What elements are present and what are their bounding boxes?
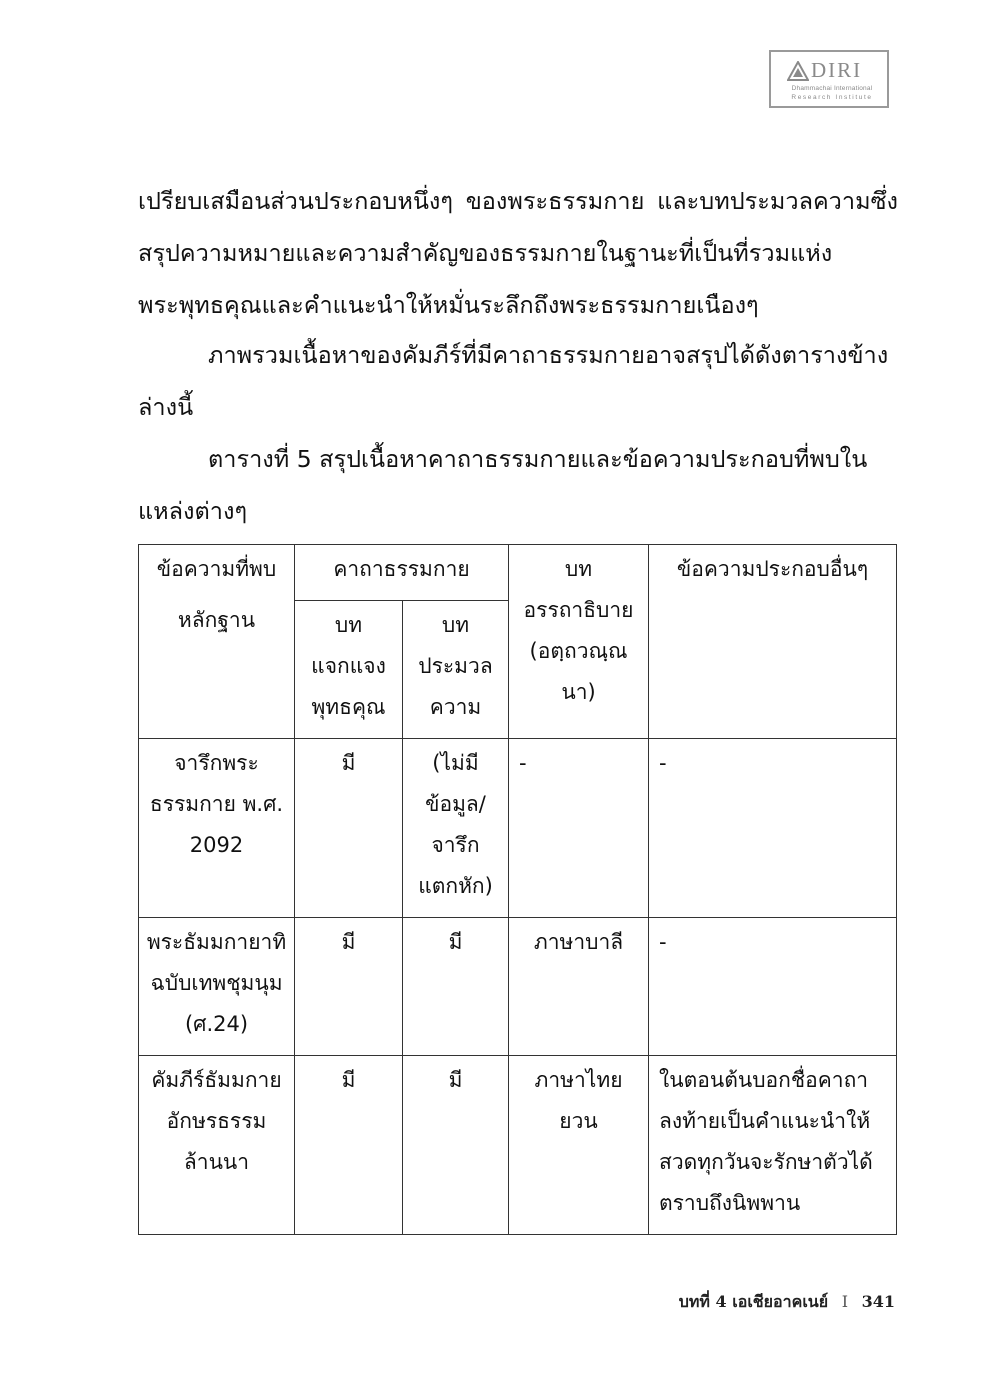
- cell-commentary: ภาษาไทย ยวน: [509, 1056, 649, 1235]
- paragraph: เปรียบเสมือนส่วนประกอบหนึ่งๆ ของพระธรรมกาย และบทประมวลความซึ่งสรุปความหมายและความสำคัญของธรรมกายในฐานะที่เป็นที่รวมแห่งพระพุทธคุณและคำแนะนำให้หมั่นระลึกถึงพระธรรมกายเนืองๆ: [138, 187, 898, 319]
- cell-buddha: มี: [295, 918, 403, 1056]
- cell-other: -: [649, 739, 897, 918]
- cell-buddha: มี: [295, 1056, 403, 1235]
- paragraph: ภาพรวมเนื้อหาของคัมภีร์ที่มีคาถาธรรมกายอาจสรุปได้ดังตารางข้างล่างนี้: [138, 341, 889, 421]
- cell-other: ในตอนต้นบอกชื่อคาถา ลงท้ายเป็นคำแนะนำให้ สวดทุกวันจะรักษาตัวได้ ตราบถึงนิพพาน: [649, 1056, 897, 1235]
- cell-summary: (ไม่มี ข้อมูล/ จารึก แตกหัก): [403, 739, 509, 918]
- diri-logo: [769, 50, 889, 108]
- header-evidence: ข้อความที่พบ หลักฐาน: [139, 545, 295, 739]
- table-row: [139, 739, 897, 918]
- header-gatha: คาถาธรรมกาย: [295, 545, 509, 601]
- chapter-title: บทที่ 4 เอเชียอาคเนย์: [678, 1292, 829, 1311]
- summary-table: [138, 544, 897, 1235]
- subheader-summary: บท ประมวล ความ: [403, 601, 509, 739]
- header-other: ข้อความประกอบอื่นๆ: [649, 545, 897, 739]
- logo-subtitle: Research Institute: [791, 94, 873, 101]
- cell-summary: มี: [403, 1056, 509, 1235]
- logo-word: DIRI: [811, 58, 863, 82]
- cell-evidence: คัมภีร์ธัมมกาย อักษรธรรม ล้านนา: [139, 1056, 295, 1235]
- header-commentary: บท อรรถาธิบาย (อตฺถวณฺณ นา): [509, 545, 649, 739]
- cell-other: -: [649, 918, 897, 1056]
- footer-separator: I: [841, 1292, 849, 1311]
- subheader-buddha: บท แจกแจง พุทธคุณ: [295, 601, 403, 739]
- cell-commentary: ภาษาบาลี: [509, 918, 649, 1056]
- table-caption: ตารางที่ 5 สรุปเนื้อหาคาถาธรรมกายและข้อความประกอบที่พบในแหล่งต่างๆ: [138, 445, 868, 525]
- cell-buddha: มี: [295, 739, 403, 918]
- logo-subtitle: Dhammachai International: [791, 85, 873, 92]
- cell-evidence: จารึกพระ ธรรมกาย พ.ศ. 2092: [139, 739, 295, 918]
- page-number: 341: [861, 1292, 895, 1311]
- table-row: [139, 918, 897, 1056]
- table-header-row: [139, 545, 897, 601]
- triangle-logo-icon: [787, 61, 809, 81]
- cell-commentary: -: [509, 739, 649, 918]
- cell-evidence: พระธัมมกายาทิ ฉบับเทพชุมนุม (ศ.24): [139, 918, 295, 1056]
- page-footer: [679, 1290, 895, 1315]
- table-row: [139, 1056, 897, 1235]
- cell-summary: มี: [403, 918, 509, 1056]
